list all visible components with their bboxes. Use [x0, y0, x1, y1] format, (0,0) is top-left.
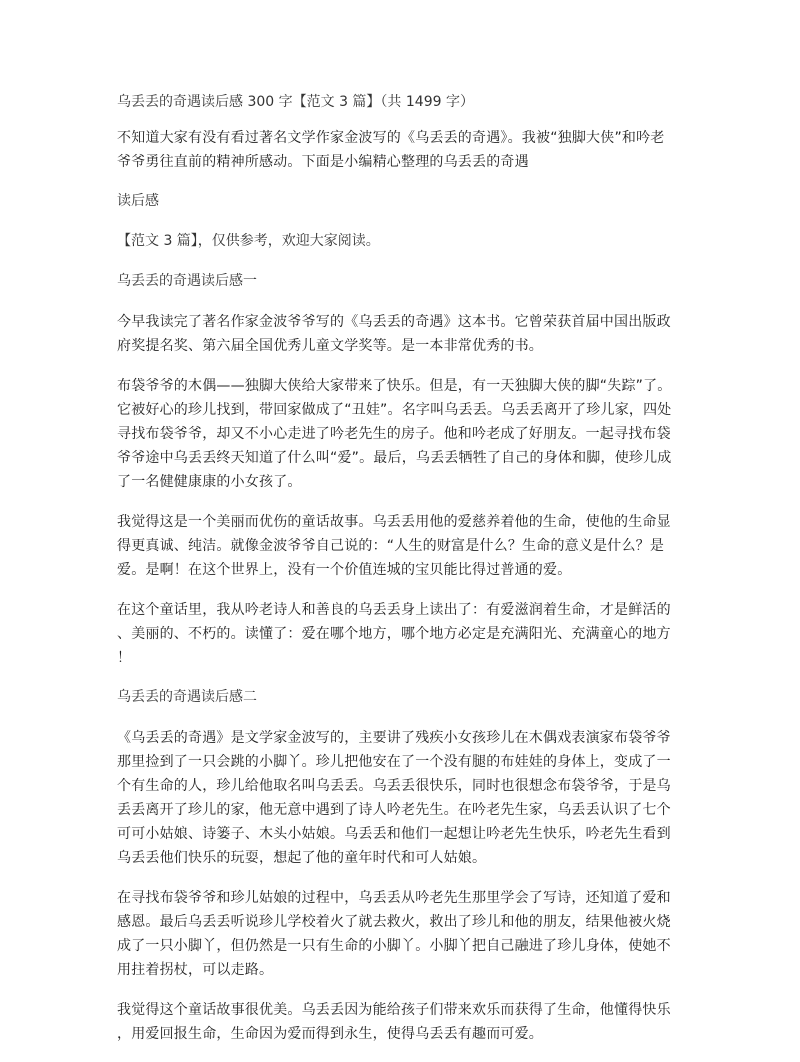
text-line: 我觉得这个童话故事很优美。乌丢丢因为能给孩子们带来欢乐而获得了生命，他懂得快乐	[117, 1002, 671, 1018]
intro-tail: 读后感	[117, 193, 159, 209]
essay2-paragraph-1	[117, 726, 689, 870]
text-line: 府奖提名奖、第六届全国优秀儿童文学奖等。是一本非常优秀的书。	[117, 338, 543, 354]
intro-paragraph	[117, 126, 689, 174]
essay1-paragraph-4	[117, 598, 689, 670]
text-line: 在这个童话里，我从吟老诗人和善良的乌丢丢身上读出了：有爱滋润着生命，才是鲜活的	[117, 602, 671, 618]
text-line: 了一名健健康康的小女孩了。	[117, 474, 302, 490]
text-line: 我觉得这是一个美丽而优伤的童话故事。乌丢丢用他的爱慈养着他的生命，使他的生命显	[117, 514, 671, 530]
text-line: 那里捡到了一只会跳的小脚丫。珍儿把他安在了一个没有腿的布娃娃的身体上，变成了一	[117, 754, 671, 770]
text-line: 用拄着拐杖，可以走路。	[117, 962, 274, 978]
essay2-heading: 乌丢丢的奇遇读后感二	[117, 689, 257, 705]
document-title: 乌丢丢的奇遇读后感 300 字【范文 3 篇】（共 1499 字）	[117, 94, 474, 110]
text-line: ！	[117, 650, 132, 666]
text-line: 可可小姑娘、诗篓子、木头小姑娘。乌丢丢和他们一起想让吟老先生快乐，吟老先生看到	[117, 826, 671, 842]
essay1-paragraph-2	[117, 374, 689, 494]
essay1-paragraph-1	[117, 310, 689, 358]
text-line: ，用爱回报生命，生命因为爱而得到永生，使得乌丢丢有趣而可爱。	[117, 1026, 543, 1042]
document-page	[117, 92, 689, 1062]
text-line: 爱。是啊！在这个世界上，没有一个价值连城的宝贝能比得过普通的爱。	[117, 562, 572, 578]
essay2-paragraph-3	[117, 998, 689, 1046]
essay1-paragraph-3	[117, 510, 689, 582]
text-line: 得更真诚、纯洁。就像金波爷爷自己说的：“人生的财富是什么？生命的意义是什么？是	[117, 538, 665, 554]
text-line: 成了一只小脚丫，但仍然是一只有生命的小脚丫。小脚丫把自己融进了珍儿身体，使她不	[117, 938, 671, 954]
text-line: 布袋爷爷的木偶——独脚大侠给大家带来了快乐。但是，有一天独脚大侠的脚“失踪”了。	[117, 378, 672, 394]
text-line: 它被好心的珍儿找到，带回家做成了“丑娃”。名字叫乌丢丢。乌丢丢离开了珍儿家，四处	[117, 402, 672, 418]
text-line: 乌丢丢他们快乐的玩耍，想起了他的童年时代和可人姑娘。	[117, 850, 487, 866]
text-line: 、美丽的、不朽的。读懂了：爱在哪个地方，哪个地方必定是充满阳光、充满童心的地方	[117, 626, 671, 642]
text-line: 在寻找布袋爷爷和珍儿姑娘的过程中，乌丢丢从吟老先生那里学会了写诗，还知道了爱和	[117, 890, 671, 906]
text-line: 个有生命的人，珍儿给他取名叫乌丢丢。乌丢丢很快乐，同时也很想念布袋爷爷，于是乌	[117, 778, 671, 794]
text-line: 感恩。最后乌丢丢听说珍儿学校着火了就去救火，救出了珍儿和他的朋友，结果他被火烧	[117, 914, 671, 930]
essay1-heading: 乌丢丢的奇遇读后感一	[117, 273, 257, 289]
text-line: 《乌丢丢的奇遇》是文学家金波写的，主要讲了残疾小女孩珍儿在木偶戏表演家布袋爷爷	[117, 730, 671, 746]
text-line: 寻找布袋爷爷，却又不小心走进了吟老先生的房子。他和吟老成了好朋友。一起寻找布袋	[117, 426, 671, 442]
text-line: 爷爷勇往直前的精神所感动。下面是小编精心整理的乌丢丢的奇遇	[117, 154, 529, 170]
text-line: 丢丢离开了珍儿的家，他无意中遇到了诗人吟老先生。在吟老先生家，乌丢丢认识了七个	[117, 802, 671, 818]
text-line: 今早我读完了著名作家金波爷爷写的《乌丢丢的奇遇》这本书。它曾荣获首届中国出版政	[117, 314, 671, 330]
note-line: 【范文 3 篇】，仅供参考，欢迎大家阅读。	[117, 233, 380, 249]
essay2-paragraph-2	[117, 886, 689, 982]
text-line: 爷爷途中乌丢丢终天知道了什么叫“爱”。最后，乌丢丢牺牲了自己的身体和脚，使珍儿成	[117, 450, 672, 466]
text-line: 不知道大家有没有看过著名文学作家金波写的《乌丢丢的奇遇》。我被“独脚大侠”和吟老	[117, 130, 665, 146]
